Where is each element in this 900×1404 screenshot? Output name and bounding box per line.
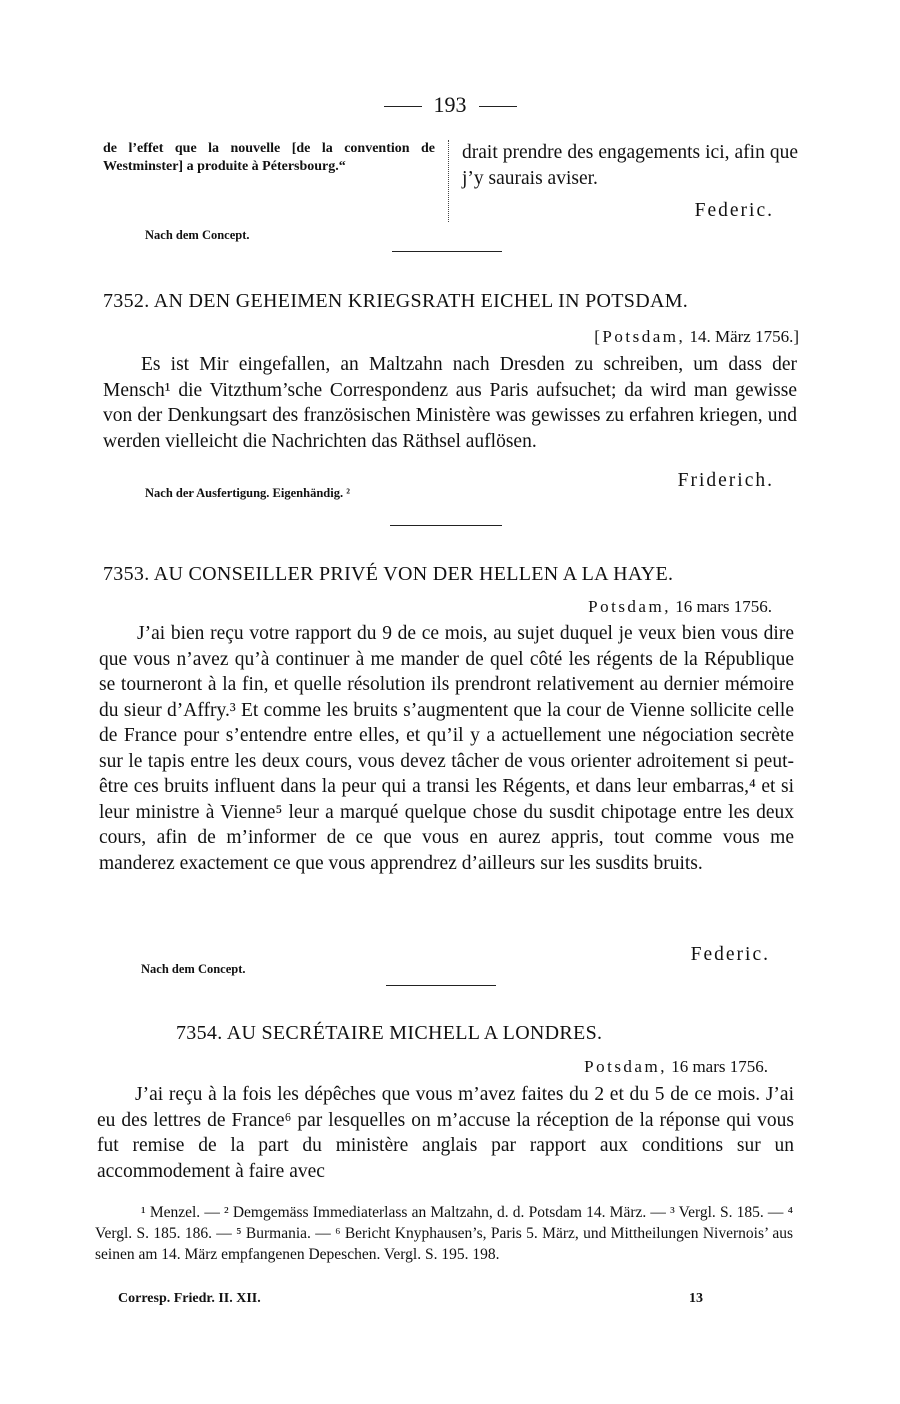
divider-rule (386, 985, 496, 986)
dash-right (479, 106, 517, 107)
divider-rule (392, 251, 502, 252)
footnotes: ¹ Menzel. — ² Demgemäss Immediaterlass an Maltzahn, d. d. Potsdam 14. März. — ³ Vergl. S. 185. — ⁴ Vergl. S. 185. 186. — ⁵ Burmania. — ⁶ Bericht Knyphausen’s, Paris 5. März, und Mittheilungen Nivernois’ aus seinen am 14. März empfangenen Depeschen. Vergl. S. 195. 198. (95, 1204, 793, 1263)
letter-dateline-7354: Potsdam, 16 mars 1756. (584, 1057, 768, 1076)
footer-signature-mark: 13 (689, 1291, 703, 1306)
footer-volume: Corresp. Friedr. II. XII. (118, 1291, 261, 1306)
letter-body-7353: J’ai bien reçu votre rapport du 9 de ce mois, au sujet duquel je veux bien vous dire que vous n’avez qu’à continuer à me mander de quel côté les régents de la République se tourneront à la fin, et quelle résolution ils prendront relativement au dernier mémoire du sieur d’Affry.³ Et comme les bruits s’augmentent que la cour de Vienne sollicite celle de France pour s’entendre entre elles, et qu’il y a actuellement une négociation secrète sur le tapis entre les deux cours, vous devez tâcher de vous orienter adroitement si peut-être ces bruits influent dans la peur qui a transi les Régents, et dans leur embarras,⁴ et si leur ministre à Vienne⁵ leur a marqué quelque chose du susdit chipotage entre les deux cours, afin de m’informer de ce que vous en aurez appris, tout comme vous me manderez exactement ce que vous apprendrez d’ailleurs sur les susdits bruits. (99, 623, 794, 874)
prev-letter-signature: Federic. (694, 200, 774, 221)
letter-signature-7352: Friderich. (677, 470, 774, 491)
column-separator (448, 140, 449, 222)
letter-source-note-7352: Nach der Ausfertigung. Eigenhändig. ² (145, 486, 350, 500)
letter-signature-7353: Federic. (690, 944, 770, 965)
letter-dateline-7353: Potsdam, 16 mars 1756. (588, 597, 772, 616)
letter-body-7352: Es ist Mir eingefallen, an Maltzahn nach Dresden zu schreiben, um dass der Mensch¹ die Vitzthum’sche Correspondenz aus Paris aufsuchet; da wird man gewisse von der Denkungsart des französischen Ministère was gewisses zu erfahren kriegen, und werden vielleicht die Nachrichten das Räthsel auflösen. (103, 354, 797, 452)
prev-letter-right-column: drait prendre des engagements ici, afin que j’y saurais aviser. (462, 142, 798, 189)
letter-heading-7353: 7353. AU CONSEILLER PRIVÉ VON DER HELLEN A LA HAYE. (103, 563, 674, 585)
letter-body-7354: J’ai reçu à la fois les dépêches que vous m’avez faites du 2 et du 5 de ce mois. J’ai eu des lettres de France⁶ par lesquelles on m’accuse la réception de la réponse qui vous fut remise de la part du ministère anglais par rapport aux conditions sur un accommodement à faire avec (97, 1084, 794, 1182)
page-number: 193 (0, 92, 900, 118)
letter-source-note-7353: Nach dem Concept. (141, 962, 246, 976)
letter-dateline-7352: [Potsdam, 14. März 1756.] (594, 327, 799, 346)
prev-letter-left-column: de l’effet que la nouvelle [de la convention de Westminster] a produite à Pétersbourg.“ (103, 141, 435, 174)
letter-heading-7354: 7354. AU SECRÉTAIRE MICHELL A LONDRES. (176, 1022, 603, 1044)
divider-rule (390, 525, 502, 526)
letter-heading-7352: 7352. AN DEN GEHEIMEN KRIEGSRATH EICHEL IN POTSDAM. (103, 290, 689, 312)
prev-letter-source-note: Nach dem Concept. (145, 228, 250, 242)
dash-left (384, 106, 422, 107)
